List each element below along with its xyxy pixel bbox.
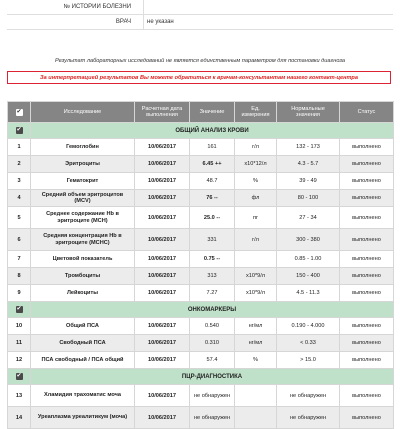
doctor-row — [7, 15, 393, 30]
column-header-status: Статус — [340, 102, 394, 123]
doctor-label: ВРАЧ — [115, 19, 131, 25]
cell-number: 6 — [8, 229, 31, 251]
column-header-unit: Ед. измерения — [235, 102, 277, 123]
cell-test-name: Гемоглобин — [31, 139, 135, 156]
cell-norm: 4.5 - 11.3 — [277, 285, 340, 302]
cell-norm: не обнаружен — [277, 407, 340, 429]
cell-unit: нг/мл — [235, 335, 277, 352]
cell-number: 3 — [8, 173, 31, 190]
history-number-row — [7, 0, 393, 15]
cell-unit: фл — [235, 190, 277, 207]
cell-value: 48.7 — [190, 173, 235, 190]
cell-date: 10/06/2017 — [135, 352, 190, 369]
cell-test-name: Средняя концентрация Hb в эритроците (MCHC) — [31, 229, 135, 251]
cell-date: 10/06/2017 — [135, 335, 190, 352]
cell-status: выполнено — [340, 173, 394, 190]
cell-unit — [235, 385, 277, 407]
cell-number: 13 — [8, 385, 31, 407]
cell-number: 2 — [8, 156, 31, 173]
check-icon: ✔ — [16, 306, 22, 312]
cell-unit: нг/мл — [235, 318, 277, 335]
table-header-row — [8, 102, 394, 123]
cell-norm: > 15.0 — [277, 352, 340, 369]
cell-unit: г/л — [235, 139, 277, 156]
cell-date: 10/06/2017 — [135, 229, 190, 251]
section-checkbox[interactable] — [8, 369, 31, 385]
cell-value: не обнаружен — [190, 407, 235, 429]
cell-number: 12 — [8, 352, 31, 369]
cell-number: 11 — [8, 335, 31, 352]
check-icon: ✔ — [16, 373, 22, 379]
cell-norm: 80 - 100 — [277, 190, 340, 207]
cell-value: 7.27 — [190, 285, 235, 302]
cell-number: 5 — [8, 207, 31, 229]
section-checkbox[interactable] — [8, 123, 31, 139]
cell-date: 10/06/2017 — [135, 139, 190, 156]
cell-norm: 27 - 34 — [277, 207, 340, 229]
cell-value: 25.0 -- — [190, 207, 235, 229]
cell-norm: не обнаружен — [277, 385, 340, 407]
cell-test-name: Свободный ПСА — [31, 335, 135, 352]
cell-status: выполнено — [340, 335, 394, 352]
cell-value: 161 — [190, 139, 235, 156]
section-row — [8, 369, 394, 385]
cell-norm: 0.85 - 1.00 — [277, 251, 340, 268]
table-row[interactable] — [8, 190, 394, 207]
table-row[interactable] — [8, 156, 394, 173]
cell-number: 9 — [8, 285, 31, 302]
cell-status: выполнено — [340, 407, 394, 429]
cell-test-name: ПСА свободный / ПСА общий — [31, 352, 135, 369]
cell-date: 10/06/2017 — [135, 251, 190, 268]
cell-date: 10/06/2017 — [135, 285, 190, 302]
cell-value: 0.540 — [190, 318, 235, 335]
cell-status: выполнено — [340, 352, 394, 369]
cell-status: выполнено — [340, 285, 394, 302]
table-row[interactable] — [8, 251, 394, 268]
cell-status: выполнено — [340, 385, 394, 407]
results-table — [7, 101, 394, 429]
table-row[interactable] — [8, 318, 394, 335]
history-number-label: № ИСТОРИИ БОЛЕЗНИ — [63, 4, 131, 10]
cell-date: 10/06/2017 — [135, 318, 190, 335]
history-number-field[interactable] — [143, 0, 394, 14]
cell-value: 6.45 ++ — [190, 156, 235, 173]
cell-test-name: Хламидия трахоматис моча — [31, 385, 135, 407]
cell-unit — [235, 407, 277, 429]
table-row[interactable] — [8, 173, 394, 190]
select-all-checkbox[interactable] — [8, 102, 31, 123]
cell-status: выполнено — [340, 139, 394, 156]
cell-value: 57.4 — [190, 352, 235, 369]
table-row[interactable] — [8, 207, 394, 229]
cell-date: 10/06/2017 — [135, 207, 190, 229]
cell-norm: 39 - 49 — [277, 173, 340, 190]
section-title: ОНКОМАРКЕРЫ — [31, 302, 394, 318]
cell-date: 10/06/2017 — [135, 407, 190, 429]
cell-unit — [235, 251, 277, 268]
cell-date: 10/06/2017 — [135, 173, 190, 190]
table-row[interactable] — [8, 285, 394, 302]
check-icon: ✔ — [16, 127, 22, 133]
cell-date: 10/06/2017 — [135, 156, 190, 173]
cell-value: 313 — [190, 268, 235, 285]
cell-norm: 0.190 - 4.000 — [277, 318, 340, 335]
cell-norm: 132 - 173 — [277, 139, 340, 156]
cell-date: 10/06/2017 — [135, 190, 190, 207]
cell-norm: < 0.33 — [277, 335, 340, 352]
cell-test-name: Уреаплазма уреалитикум (моча) — [31, 407, 135, 429]
cell-date: 10/06/2017 — [135, 385, 190, 407]
check-icon: ✔ — [16, 108, 22, 115]
cell-test-name: Общий ПСА — [31, 318, 135, 335]
cell-status: выполнено — [340, 251, 394, 268]
cell-number: 1 — [8, 139, 31, 156]
section-row — [8, 123, 394, 139]
cell-test-name: Цветовой показатель — [31, 251, 135, 268]
cell-unit: г/л — [235, 229, 277, 251]
cell-date: 10/06/2017 — [135, 268, 190, 285]
cell-value: 331 — [190, 229, 235, 251]
cell-number: 8 — [8, 268, 31, 285]
cell-number: 4 — [8, 190, 31, 207]
cell-status: выполнено — [340, 190, 394, 207]
section-title: ОБЩИЙ АНАЛИЗ КРОВИ — [31, 123, 394, 139]
cell-norm: 4.3 - 5.7 — [277, 156, 340, 173]
cell-norm: 300 - 380 — [277, 229, 340, 251]
cell-unit: х10*9/л — [235, 285, 277, 302]
doctor-field[interactable] — [143, 15, 394, 29]
cell-test-name: Гематокрит — [31, 173, 135, 190]
cell-unit: % — [235, 173, 277, 190]
section-checkbox[interactable] — [8, 302, 31, 318]
column-header-value: Значение — [190, 102, 235, 123]
table-row[interactable] — [8, 229, 394, 251]
cell-value: 0.75 -- — [190, 251, 235, 268]
table-row[interactable] — [8, 139, 394, 156]
cell-test-name: Среднее содержание Hb в эритроците (MCH) — [31, 207, 135, 229]
consultation-warning-text: За интерпретацией результатов Вы можете обратиться к врачам-консультантам нашего контакт-центра — [40, 75, 358, 81]
disclaimer-note: Результат лабораторных исследований не является единственным параметром для постановки диагноза — [54, 58, 346, 64]
cell-unit: х10*12/л — [235, 156, 277, 173]
cell-test-name: Средний объем эритроцитов (MCV) — [31, 190, 135, 207]
cell-test-name: Тромбоциты — [31, 268, 135, 285]
cell-value: 76 -- — [190, 190, 235, 207]
cell-value: не обнаружен — [190, 385, 235, 407]
column-header-date: Расчетная дата выполнения — [135, 102, 190, 123]
cell-value: 0.310 — [190, 335, 235, 352]
section-row — [8, 302, 394, 318]
table-row[interactable] — [8, 385, 394, 407]
section-title: ПЦР-ДИАГНОСТИКА — [31, 369, 394, 385]
doctor-value: не указан — [147, 19, 174, 25]
cell-norm: 150 - 400 — [277, 268, 340, 285]
cell-unit: пг — [235, 207, 277, 229]
table-row[interactable] — [8, 268, 394, 285]
consultation-warning-box — [7, 71, 391, 84]
cell-test-name: Эритроциты — [31, 156, 135, 173]
cell-test-name: Лейкоциты — [31, 285, 135, 302]
cell-status: выполнено — [340, 318, 394, 335]
cell-number: 7 — [8, 251, 31, 268]
cell-status: выполнено — [340, 156, 394, 173]
table-row[interactable] — [8, 352, 394, 369]
cell-number: 14 — [8, 407, 31, 429]
cell-unit: х10*9/л — [235, 268, 277, 285]
cell-number: 10 — [8, 318, 31, 335]
cell-status: выполнено — [340, 207, 394, 229]
cell-status: выполнено — [340, 268, 394, 285]
table-row[interactable] — [8, 335, 394, 352]
column-header-test: Исследование — [31, 102, 135, 123]
cell-unit: % — [235, 352, 277, 369]
column-header-norm: Нормальные значения — [277, 102, 340, 123]
table-row[interactable] — [8, 407, 394, 429]
cell-status: выполнено — [340, 229, 394, 251]
